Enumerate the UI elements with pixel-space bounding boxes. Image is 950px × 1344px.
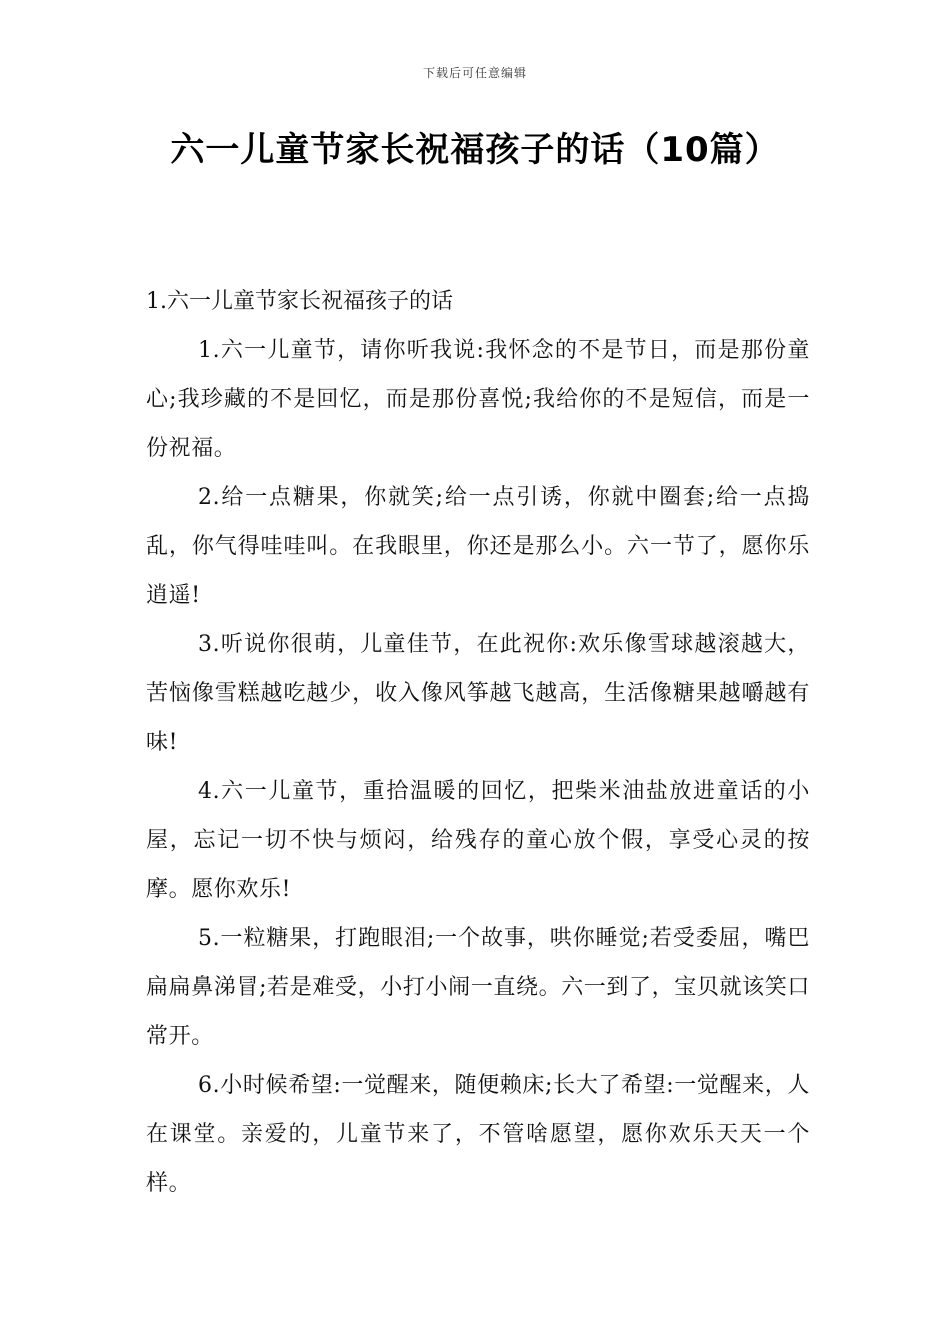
header-note: 下载后可任意编辑	[422, 66, 527, 80]
paragraph-2: 2.给一点糖果，你就笑;给一点引诱，你就中圈套;给一点捣乱，你气得哇哇叫。在我眼里，你还是那么小。六一节了，愿你乐逍遥!	[146, 485, 810, 608]
paragraph-4: 4.六一儿童节，重拾温暖的回忆，把柴米油盐放进童话的小屋，忘记一切不快与烦闷，给残存的童心放个假，享受心灵的按摩。愿你欢乐!	[146, 779, 810, 902]
paragraph-5: 5.一粒糖果，打跑眼泪;一个故事，哄你睡觉;若受委屈，嘴巴扁扁鼻涕冒;若是难受，小打小闹一直绕。六一到了，宝贝就该笑口常开。	[146, 926, 810, 1049]
section-heading: 1.六一儿童节家长祝福孩子的话	[146, 289, 453, 314]
document-body	[146, 278, 810, 1208]
document-title: 六一儿童节家长祝福孩子的话（10篇）	[170, 130, 780, 170]
paragraph-1: 1.六一儿童节，请你听我说:我怀念的不是节日，而是那份童心;我珍藏的不是回忆，而是那份喜悦;我给你的不是短信，而是一份祝福。	[146, 338, 810, 461]
paragraph-3: 3.听说你很萌，儿童佳节，在此祝你:欢乐像雪球越滚越大，苦恼像雪糕越吃越少，收入像风筝越飞越高，生活像糖果越嚼越有味!	[146, 632, 810, 755]
paragraph-6: 6.小时候希望:一觉醒来，随便赖床;长大了希望:一觉醒来，人在课堂。亲爱的，儿童节来了，不管啥愿望，愿你欢乐天天一个样。	[146, 1073, 810, 1196]
